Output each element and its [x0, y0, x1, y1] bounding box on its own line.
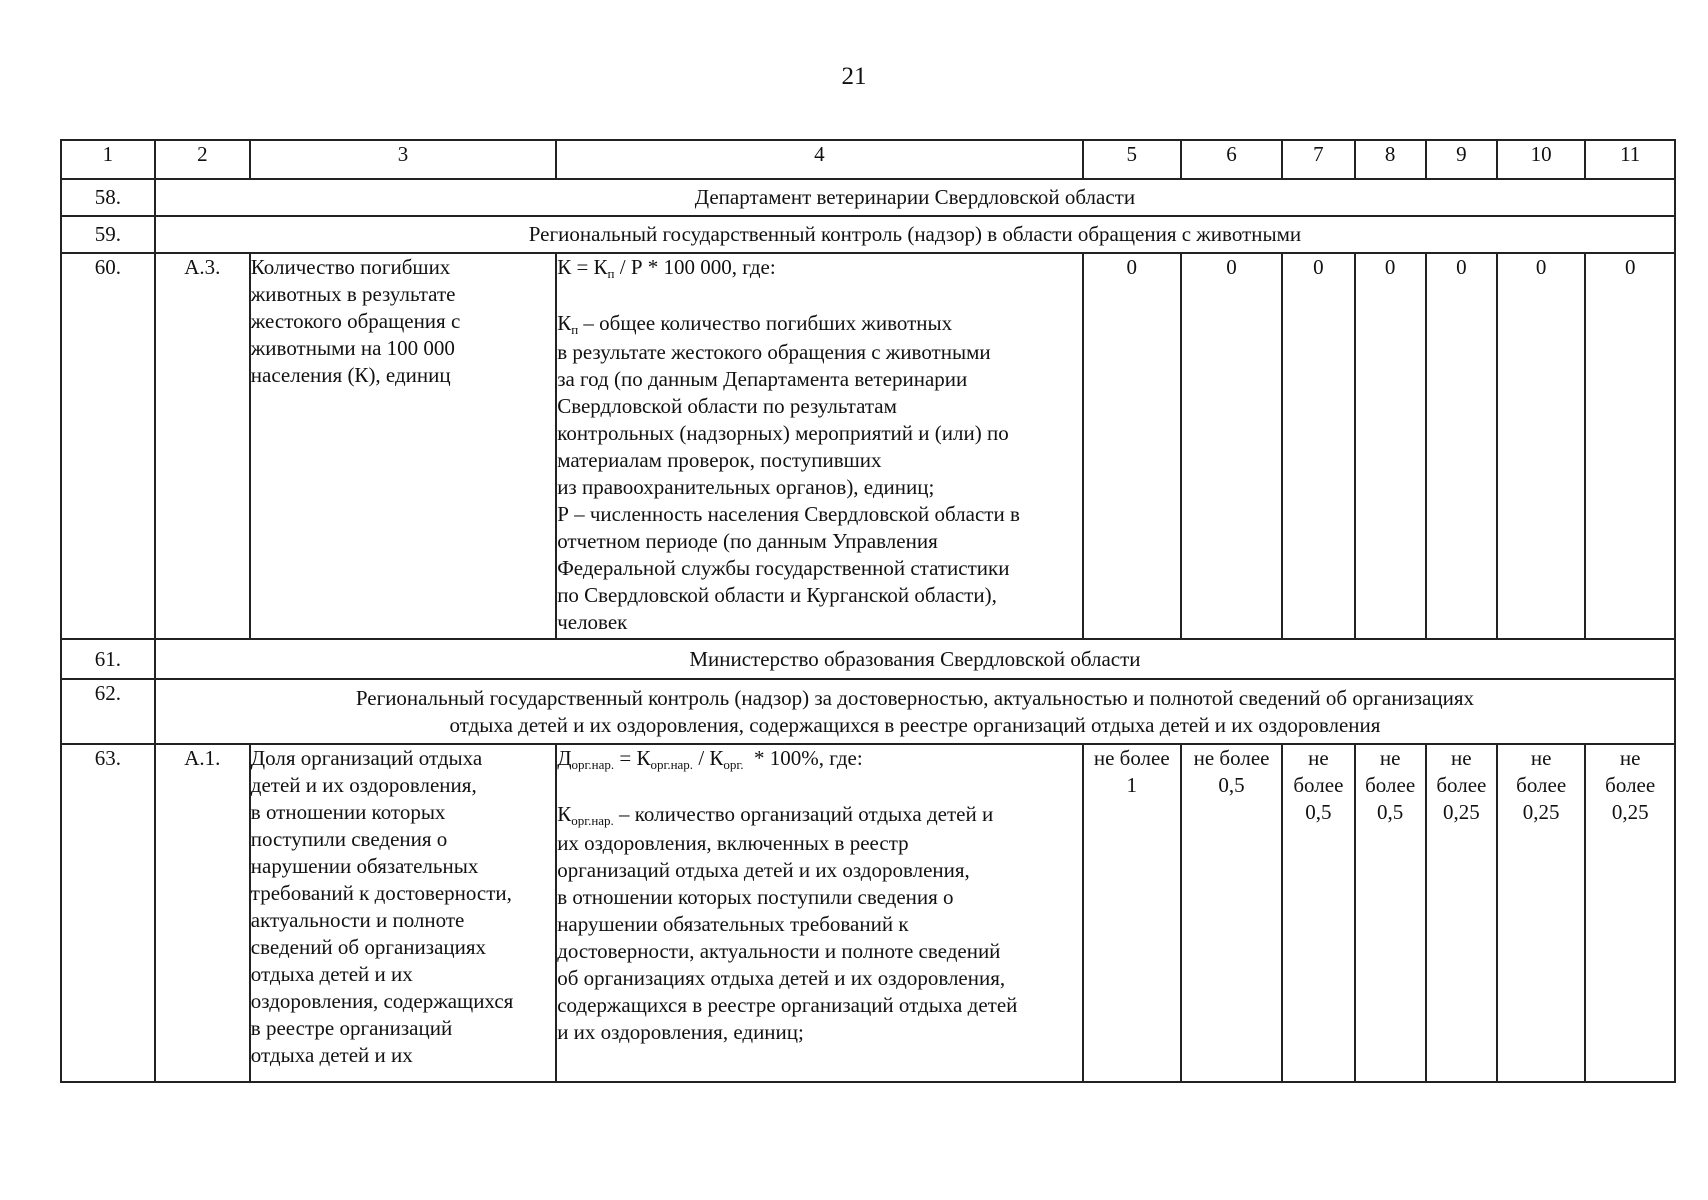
target-value-col5: не более 1 [1083, 744, 1181, 1082]
page-number: 21 [841, 63, 867, 90]
formula-definition: $К_{орг.нар.}$ – количество организаций отдыха детей и [557, 802, 994, 828]
name-line: Доля организаций отдыха [250, 746, 483, 770]
section-title-line: Региональный государственный контроль (надзор) за достоверностью, актуальностью и полнотой сведений об организациях [355, 686, 1474, 710]
col-header-2: 2 [155, 140, 250, 179]
target-value-col11: 0 [1585, 253, 1675, 639]
indicator-row-63 [61, 744, 1675, 1082]
formula-line: достоверности, актуальности и полноте сведений [557, 939, 1001, 963]
section-title: Региональный государственный контроль (надзор) в области обращения с животными [155, 216, 1675, 253]
indicators-table [60, 139, 1676, 1083]
name-line: требований к достоверности, [250, 881, 512, 905]
formula-line: $Д_{орг.нар.} = К_{орг.нар.} / К_{орг.} * 100\%$, где: [557, 746, 863, 772]
col-header-3: 3 [250, 140, 556, 179]
formula-definition: $К_п$ – общее количество погибших животных [557, 311, 953, 337]
name-line: животными на 100 000 [250, 336, 455, 360]
name-line: поступили сведения о [250, 827, 448, 851]
section-row-58 [61, 179, 1675, 216]
name-line: оздоровления, содержащихся [250, 989, 514, 1013]
name-line: жестокого обращения с [250, 309, 461, 333]
target-value-col7: 0 [1282, 253, 1354, 639]
formula-line: об организациях отдыха детей и их оздоровления, [557, 966, 1006, 990]
row-number: 62. [61, 679, 155, 744]
target-value-col6: не более 0,5 [1181, 744, 1282, 1082]
formula-line: по Свердловской области и Курганской области), [557, 583, 997, 607]
row-number: 63. [61, 744, 155, 1082]
target-value-col5: 0 [1083, 253, 1181, 639]
formula-line: контрольных (надзорных) мероприятий и (или) по [557, 421, 1009, 445]
name-line: актуальности и полноте [250, 908, 465, 932]
target-value-col10: 0 [1497, 253, 1585, 639]
row-number: 59. [61, 216, 155, 253]
section-row-62 [61, 679, 1675, 744]
formula-line: и их оздоровления, единиц; [557, 1020, 804, 1044]
formula-line: Федеральной службы государственной статистики [557, 556, 1010, 580]
name-line: населения (К), единиц [250, 363, 451, 387]
col-header-1: 1 [61, 140, 155, 179]
formula-line: в результате жестокого обращения с животными [557, 340, 991, 364]
indicator-code: А.3. [155, 253, 250, 639]
indicator-row-60 [61, 253, 1675, 639]
formula-line: человек [557, 610, 628, 634]
col-header-6: 6 [1181, 140, 1282, 179]
col-header-10: 10 [1497, 140, 1585, 179]
formula-line: организаций отдыха детей и их оздоровления, [557, 858, 970, 882]
name-line: Количество погибших [250, 255, 451, 279]
formula-line: $К = К_п / Р * 100$ 000, где: [557, 255, 776, 281]
row-number: 60. [61, 253, 155, 639]
name-line: сведений об организациях [250, 935, 487, 959]
formula-line: Свердловской области по результатам [557, 394, 897, 418]
section-title: Министерство образования Свердловской области [155, 639, 1675, 679]
calculation-formula [556, 253, 1082, 639]
name-line: животных в результате [250, 282, 456, 306]
name-line: в отношении которых [250, 800, 446, 824]
formula-line: содержащихся в реестре организаций отдыха детей [557, 993, 1018, 1017]
section-title: Департамент ветеринарии Свердловской области [155, 179, 1675, 216]
indicator-name [250, 744, 556, 1082]
target-value-col8: не более 0,5 [1355, 744, 1426, 1082]
target-value-col11: не более 0,25 [1585, 744, 1675, 1082]
formula-line: из правоохранительных органов), единиц; [557, 475, 935, 499]
target-value-col9: не более 0,25 [1426, 744, 1497, 1082]
calculation-formula [556, 744, 1082, 1082]
formula-line: отчетном периоде (по данным Управления [557, 529, 938, 553]
col-header-4: 4 [556, 140, 1082, 179]
name-line: нарушении обязательных [250, 854, 479, 878]
col-header-9: 9 [1426, 140, 1497, 179]
column-number-row [61, 140, 1675, 179]
target-value-col7: не более 0,5 [1282, 744, 1354, 1082]
formula-line: за год (по данным Департамента ветеринарии [557, 367, 968, 391]
indicator-code: А.1. [155, 744, 250, 1082]
formula-line: материалам проверок, поступивших [557, 448, 882, 472]
col-header-5: 5 [1083, 140, 1181, 179]
formula-line: их оздоровления, включенных в реестр [557, 831, 909, 855]
target-value-col10: не более 0,25 [1497, 744, 1585, 1082]
target-value-col8: 0 [1355, 253, 1426, 639]
section-title-line: отдыха детей и их оздоровления, содержащихся в реестре организаций отдыха детей и их оздоровления [449, 713, 1381, 737]
indicator-name [250, 253, 556, 639]
name-line: отдыха детей и их [250, 962, 413, 986]
name-line: детей и их оздоровления, [250, 773, 477, 797]
row-number: 61. [61, 639, 155, 679]
row-number: 58. [61, 179, 155, 216]
section-row-61 [61, 639, 1675, 679]
formula-line: нарушении обязательных требований к [557, 912, 909, 936]
target-value-col9: 0 [1426, 253, 1497, 639]
col-header-11: 11 [1585, 140, 1675, 179]
formula-line: в отношении которых поступили сведения о [557, 885, 954, 909]
name-line: в реестре организаций [250, 1016, 453, 1040]
name-line: отдыха детей и их [250, 1043, 413, 1067]
formula-line: Р – численность населения Свердловской области в [557, 502, 1020, 526]
section-row-59 [61, 216, 1675, 253]
col-header-7: 7 [1282, 140, 1354, 179]
col-header-8: 8 [1355, 140, 1426, 179]
target-value-col6: 0 [1181, 253, 1282, 639]
section-title [155, 679, 1675, 744]
